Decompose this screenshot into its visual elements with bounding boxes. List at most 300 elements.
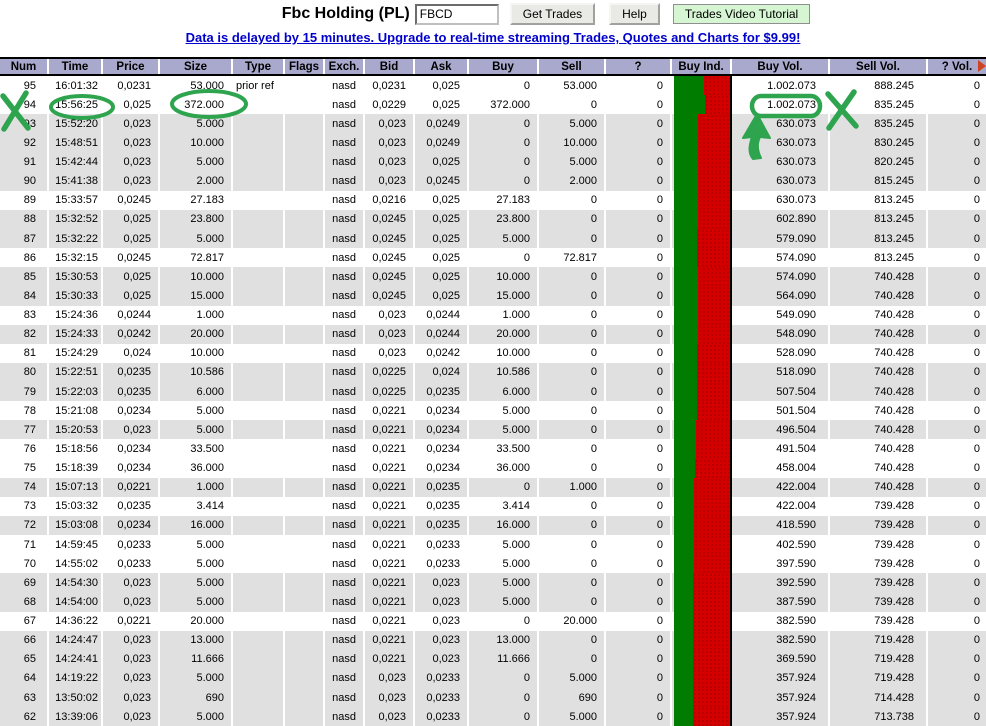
- help-button[interactable]: Help: [609, 3, 660, 25]
- cell-q_vol: 0: [973, 270, 980, 283]
- cell-flags: [285, 95, 325, 114]
- cell-flags: [285, 497, 325, 516]
- table-row: [0, 401, 986, 420]
- cell-buy: 20.000: [469, 325, 539, 344]
- cell-q: 0: [606, 133, 672, 152]
- cell-sell: 0: [539, 516, 606, 535]
- cell-q_vol: 0: [973, 595, 980, 608]
- table-row: [0, 267, 986, 286]
- cell-type: [233, 535, 285, 554]
- column-header-size: Size: [160, 59, 233, 74]
- cell-q_vol: 0: [973, 653, 980, 666]
- cell-ask: 0,025: [415, 153, 469, 172]
- cell-size: 15.000: [160, 286, 233, 305]
- cell-type: [233, 210, 285, 229]
- cell-buy_vol: 548.090: [732, 325, 830, 344]
- cell-buy_vol: 630.073: [732, 133, 830, 152]
- column-header-num: Num: [0, 59, 49, 74]
- cell-time: 15:18:39: [49, 459, 103, 478]
- cell-type: [233, 286, 285, 305]
- table-row: [0, 497, 986, 516]
- cell-q: 0: [606, 650, 672, 669]
- table-row: [0, 76, 986, 95]
- buy-indicator-bar: [672, 535, 732, 554]
- cell-sell: 0: [539, 210, 606, 229]
- cell-type: prior ref: [233, 76, 285, 95]
- cell-buy: 0: [469, 248, 539, 267]
- table-row: [0, 688, 986, 707]
- cell-bid: 0,0231: [365, 76, 415, 95]
- cell-sell: 0: [539, 650, 606, 669]
- cell-ask: 0,0235: [415, 497, 469, 516]
- cell-buy_vol: 579.090: [732, 229, 830, 248]
- cell-time: 15:33:57: [49, 191, 103, 210]
- cell-time: 14:55:02: [49, 554, 103, 573]
- table-row: [0, 554, 986, 573]
- sort-icon[interactable]: [978, 60, 986, 72]
- cell-exch: nasd: [325, 325, 365, 344]
- cell-ask: 0,0234: [415, 439, 469, 458]
- column-header-exch: Exch.: [325, 59, 365, 74]
- cell-type: [233, 172, 285, 191]
- cell-ask: 0,023: [415, 573, 469, 592]
- buy-bar-segment: [674, 573, 693, 592]
- cell-sell_vol: 835.245: [830, 95, 928, 114]
- cell-q_vol: 0: [973, 79, 980, 92]
- cell-num: 86: [0, 248, 49, 267]
- cell-type: [233, 401, 285, 420]
- cell-sell: 0: [539, 439, 606, 458]
- sell-bar-segment: [697, 344, 730, 363]
- table-row: [0, 248, 986, 267]
- cell-price: 0,0245: [103, 191, 160, 210]
- cell-type: [233, 669, 285, 688]
- cell-exch: nasd: [325, 631, 365, 650]
- cell-q_vol: 0: [973, 462, 980, 475]
- cell-size: 20.000: [160, 612, 233, 631]
- sell-bar-segment: [697, 401, 730, 420]
- cell-q_vol: 0: [973, 156, 980, 169]
- table-row: [0, 669, 986, 688]
- buy-bar-segment: [674, 248, 697, 267]
- cell-price: 0,023: [103, 114, 160, 133]
- get-trades-button[interactable]: Get Trades: [510, 3, 595, 25]
- cell-q_vol: 0: [973, 194, 980, 207]
- cell-bid: 0,0221: [365, 497, 415, 516]
- cell-sell: 0: [539, 592, 606, 611]
- sell-bar-segment: [698, 210, 730, 229]
- cell-type: [233, 191, 285, 210]
- cell-bid: 0,0221: [365, 612, 415, 631]
- cell-q: 0: [606, 325, 672, 344]
- column-header-ind: Buy Ind.: [672, 59, 732, 74]
- cell-q: 0: [606, 172, 672, 191]
- column-header-type: Type: [233, 59, 285, 74]
- cell-time: 15:03:08: [49, 516, 103, 535]
- cell-num: 71: [0, 535, 49, 554]
- cell-size: 10.586: [160, 363, 233, 382]
- sell-bar-segment: [693, 669, 730, 688]
- cell-sell_vol: 820.245: [830, 153, 928, 172]
- cell-num: 73: [0, 497, 49, 516]
- cell-buy: 5.000: [469, 535, 539, 554]
- cell-type: [233, 153, 285, 172]
- cell-sell: 53.000: [539, 76, 606, 95]
- cell-time: 15:24:29: [49, 344, 103, 363]
- cell-buy: 0: [469, 669, 539, 688]
- cell-sell_vol: 815.245: [830, 172, 928, 191]
- cell-bid: 0,0245: [365, 248, 415, 267]
- cell-time: 15:18:56: [49, 439, 103, 458]
- buy-bar-segment: [674, 210, 698, 229]
- cell-ask: 0,0235: [415, 516, 469, 535]
- column-header-ask: Ask: [415, 59, 469, 74]
- cell-buy_vol: 357.924: [732, 669, 830, 688]
- sell-bar-segment: [694, 478, 730, 497]
- cell-bid: 0,0221: [365, 535, 415, 554]
- cell-q_vol: 0: [973, 366, 980, 379]
- cell-bid: 0,0221: [365, 650, 415, 669]
- buy-indicator-bar: [672, 631, 732, 650]
- cell-size: 6.000: [160, 382, 233, 401]
- column-header-buy: Buy: [469, 59, 539, 74]
- cell-bid: 0,0216: [365, 191, 415, 210]
- delay-notice-link[interactable]: Data is delayed by 15 minutes. Upgrade to real-time streaming Trades, Quotes and Charts for $9.99!: [185, 30, 801, 45]
- video-tutorial-button[interactable]: Trades Video Tutorial: [673, 4, 810, 24]
- cell-time: 15:22:03: [49, 382, 103, 401]
- cell-ask: 0,0233: [415, 688, 469, 707]
- cell-flags: [285, 554, 325, 573]
- cell-size: 36.000: [160, 459, 233, 478]
- cell-buy_vol: 369.590: [732, 650, 830, 669]
- cell-sell: 5.000: [539, 669, 606, 688]
- cell-buy_vol: 630.073: [732, 114, 830, 133]
- cell-ask: 0,025: [415, 210, 469, 229]
- cell-buy_vol: 630.073: [732, 172, 830, 191]
- table-row: [0, 707, 986, 726]
- cell-buy: 13.000: [469, 631, 539, 650]
- cell-price: 0,0231: [103, 76, 160, 95]
- cell-sell_vol: 740.428: [830, 401, 928, 420]
- cell-price: 0,025: [103, 267, 160, 286]
- cell-sell_vol: 740.428: [830, 306, 928, 325]
- buy-bar-segment: [674, 363, 697, 382]
- cell-sell: 0: [539, 229, 606, 248]
- cell-buy: 10.000: [469, 267, 539, 286]
- table-row: [0, 420, 986, 439]
- cell-exch: nasd: [325, 573, 365, 592]
- table-header-row: [0, 57, 986, 76]
- cell-buy_vol: 458.004: [732, 459, 830, 478]
- table-row: [0, 95, 986, 114]
- cell-num: 65: [0, 650, 49, 669]
- buy-indicator-bar: [672, 439, 732, 458]
- cell-flags: [285, 516, 325, 535]
- cell-buy: 10.586: [469, 363, 539, 382]
- sell-bar-segment: [696, 439, 730, 458]
- cell-q_vol: 0: [973, 404, 980, 417]
- cell-flags: [285, 306, 325, 325]
- cell-flags: [285, 76, 325, 95]
- buy-bar-segment: [674, 114, 698, 133]
- cell-size: 5.000: [160, 573, 233, 592]
- table-row: [0, 229, 986, 248]
- buy-bar-segment: [674, 535, 694, 554]
- cell-flags: [285, 459, 325, 478]
- cell-sell_vol: 739.428: [830, 535, 928, 554]
- cell-price: 0,0221: [103, 612, 160, 631]
- cell-buy_vol: 392.590: [732, 573, 830, 592]
- cell-ask: 0,023: [415, 612, 469, 631]
- cell-flags: [285, 153, 325, 172]
- cell-q_vol: 0: [973, 710, 980, 723]
- cell-num: 87: [0, 229, 49, 248]
- buy-bar-segment: [674, 650, 693, 669]
- cell-q: 0: [606, 554, 672, 573]
- cell-sell_vol: 830.245: [830, 133, 928, 152]
- cell-size: 53.000: [160, 76, 233, 95]
- cell-exch: nasd: [325, 554, 365, 573]
- cell-bid: 0,023: [365, 325, 415, 344]
- sell-bar-segment: [694, 535, 730, 554]
- cell-price: 0,0234: [103, 401, 160, 420]
- cell-sell_vol: 740.428: [830, 459, 928, 478]
- buy-bar-segment: [674, 306, 698, 325]
- cell-q: 0: [606, 688, 672, 707]
- cell-exch: nasd: [325, 382, 365, 401]
- buy-bar-segment: [674, 497, 694, 516]
- cell-price: 0,0244: [103, 306, 160, 325]
- cell-sell_vol: 740.428: [830, 286, 928, 305]
- buy-indicator-bar: [672, 592, 732, 611]
- cell-q_vol: 0: [973, 385, 980, 398]
- cell-buy_vol: 422.004: [732, 478, 830, 497]
- cell-num: 81: [0, 344, 49, 363]
- cell-q_vol: 0: [973, 481, 980, 494]
- table-row: [0, 535, 986, 554]
- table-row: [0, 516, 986, 535]
- column-header-buy_vol: Buy Vol.: [732, 59, 830, 74]
- cell-type: [233, 439, 285, 458]
- sell-bar-segment: [693, 688, 730, 707]
- cell-ask: 0,025: [415, 76, 469, 95]
- cell-buy: 16.000: [469, 516, 539, 535]
- cell-size: 10.000: [160, 133, 233, 152]
- cell-time: 15:32:15: [49, 248, 103, 267]
- table-row: [0, 306, 986, 325]
- cell-q_vol: 0: [973, 557, 980, 570]
- cell-q_vol: 0: [973, 691, 980, 704]
- cell-ask: 0,0244: [415, 306, 469, 325]
- cell-bid: 0,0221: [365, 592, 415, 611]
- cell-sell: 0: [539, 554, 606, 573]
- cell-buy: 0: [469, 133, 539, 152]
- cell-num: 79: [0, 382, 49, 401]
- cell-size: 27.183: [160, 191, 233, 210]
- cell-size: 72.817: [160, 248, 233, 267]
- cell-time: 15:52:20: [49, 114, 103, 133]
- buy-bar-segment: [674, 95, 705, 114]
- cell-size: 3.414: [160, 497, 233, 516]
- cell-time: 14:54:30: [49, 573, 103, 592]
- cell-buy: 0: [469, 114, 539, 133]
- cell-num: 93: [0, 114, 49, 133]
- cell-ask: 0,0233: [415, 707, 469, 726]
- sell-bar-segment: [693, 592, 730, 611]
- cell-sell_vol: 740.428: [830, 420, 928, 439]
- cell-q: 0: [606, 286, 672, 305]
- cell-exch: nasd: [325, 420, 365, 439]
- cell-sell: 0: [539, 631, 606, 650]
- buy-bar-segment: [674, 592, 693, 611]
- cell-time: 15:32:22: [49, 229, 103, 248]
- cell-sell_vol: 740.428: [830, 325, 928, 344]
- cell-flags: [285, 172, 325, 191]
- cell-time: 15:48:51: [49, 133, 103, 152]
- cell-num: 80: [0, 363, 49, 382]
- cell-flags: [285, 650, 325, 669]
- cell-buy: 27.183: [469, 191, 539, 210]
- buy-bar-segment: [674, 344, 697, 363]
- cell-time: 15:03:32: [49, 497, 103, 516]
- cell-size: 20.000: [160, 325, 233, 344]
- cell-buy_vol: 528.090: [732, 344, 830, 363]
- cell-bid: 0,023: [365, 172, 415, 191]
- symbol-input[interactable]: [415, 4, 499, 25]
- cell-flags: [285, 688, 325, 707]
- cell-bid: 0,0225: [365, 363, 415, 382]
- cell-buy_vol: 507.504: [732, 382, 830, 401]
- cell-price: 0,023: [103, 420, 160, 439]
- cell-flags: [285, 210, 325, 229]
- buy-indicator-bar: [672, 573, 732, 592]
- sell-bar-segment: [697, 229, 730, 248]
- cell-sell_vol: 740.428: [830, 344, 928, 363]
- cell-sell_vol: 739.428: [830, 497, 928, 516]
- table-row: [0, 172, 986, 191]
- column-header-price: Price: [103, 59, 160, 74]
- cell-ask: 0,0242: [415, 344, 469, 363]
- column-header-flags: Flags: [285, 59, 325, 74]
- cell-type: [233, 612, 285, 631]
- cell-exch: nasd: [325, 344, 365, 363]
- buy-indicator-bar: [672, 153, 732, 172]
- cell-exch: nasd: [325, 516, 365, 535]
- cell-q: 0: [606, 306, 672, 325]
- cell-buy: 1.000: [469, 306, 539, 325]
- cell-buy: 5.000: [469, 573, 539, 592]
- buy-bar-segment: [674, 172, 698, 191]
- buy-indicator-bar: [672, 76, 732, 95]
- cell-q_vol: 0: [973, 328, 980, 341]
- column-header-sell: Sell: [539, 59, 606, 74]
- cell-q: 0: [606, 516, 672, 535]
- buy-indicator-bar: [672, 325, 732, 344]
- cell-ask: 0,0235: [415, 478, 469, 497]
- cell-q: 0: [606, 344, 672, 363]
- cell-exch: nasd: [325, 229, 365, 248]
- cell-price: 0,0235: [103, 497, 160, 516]
- cell-q_vol: 0: [973, 442, 980, 455]
- column-header-q: ?: [606, 59, 672, 74]
- cell-time: 15:07:13: [49, 478, 103, 497]
- cell-time: 13:50:02: [49, 688, 103, 707]
- cell-time: 15:56:25: [49, 95, 103, 114]
- table-row: [0, 650, 986, 669]
- cell-type: [233, 573, 285, 592]
- cell-bid: 0,0221: [365, 459, 415, 478]
- cell-num: 90: [0, 172, 49, 191]
- cell-price: 0,023: [103, 133, 160, 152]
- cell-q_vol: 0: [973, 538, 980, 551]
- cell-bid: 0,0221: [365, 631, 415, 650]
- cell-type: [233, 95, 285, 114]
- cell-sell: 5.000: [539, 153, 606, 172]
- cell-price: 0,0235: [103, 382, 160, 401]
- cell-sell: 0: [539, 267, 606, 286]
- table-row: [0, 210, 986, 229]
- cell-buy_vol: 630.073: [732, 153, 830, 172]
- cell-size: 5.000: [160, 153, 233, 172]
- cell-sell_vol: 739.428: [830, 573, 928, 592]
- cell-buy: 15.000: [469, 286, 539, 305]
- buy-bar-segment: [674, 133, 698, 152]
- cell-num: 74: [0, 478, 49, 497]
- cell-exch: nasd: [325, 478, 365, 497]
- cell-flags: [285, 439, 325, 458]
- cell-exch: nasd: [325, 191, 365, 210]
- cell-bid: 0,023: [365, 344, 415, 363]
- buy-bar-segment: [674, 153, 698, 172]
- cell-num: 72: [0, 516, 49, 535]
- buy-bar-segment: [674, 516, 694, 535]
- cell-buy_vol: 357.924: [732, 688, 830, 707]
- sell-bar-segment: [705, 95, 730, 114]
- cell-sell_vol: 714.428: [830, 688, 928, 707]
- cell-buy_vol: 496.504: [732, 420, 830, 439]
- cell-flags: [285, 344, 325, 363]
- cell-price: 0,023: [103, 573, 160, 592]
- cell-q: 0: [606, 669, 672, 688]
- cell-q: 0: [606, 439, 672, 458]
- cell-flags: [285, 401, 325, 420]
- cell-flags: [285, 133, 325, 152]
- cell-exch: nasd: [325, 401, 365, 420]
- table-row: [0, 133, 986, 152]
- cell-q_vol: 0: [973, 500, 980, 513]
- buy-indicator-bar: [672, 650, 732, 669]
- cell-exch: nasd: [325, 210, 365, 229]
- cell-bid: 0,0221: [365, 439, 415, 458]
- buy-indicator-bar: [672, 382, 732, 401]
- cell-buy_vol: 1.002.073: [732, 95, 830, 114]
- cell-time: 15:30:53: [49, 267, 103, 286]
- table-row: [0, 478, 986, 497]
- cell-q_vol: 0: [973, 232, 980, 245]
- cell-q: 0: [606, 401, 672, 420]
- cell-price: 0,024: [103, 344, 160, 363]
- cell-q: 0: [606, 420, 672, 439]
- cell-type: [233, 248, 285, 267]
- cell-q: 0: [606, 210, 672, 229]
- cell-num: 83: [0, 306, 49, 325]
- cell-size: 1.000: [160, 478, 233, 497]
- cell-ask: 0,025: [415, 229, 469, 248]
- cell-buy: 36.000: [469, 459, 539, 478]
- page-title: Fbc Holding (PL): [281, 5, 410, 22]
- cell-type: [233, 133, 285, 152]
- cell-sell_vol: 740.428: [830, 439, 928, 458]
